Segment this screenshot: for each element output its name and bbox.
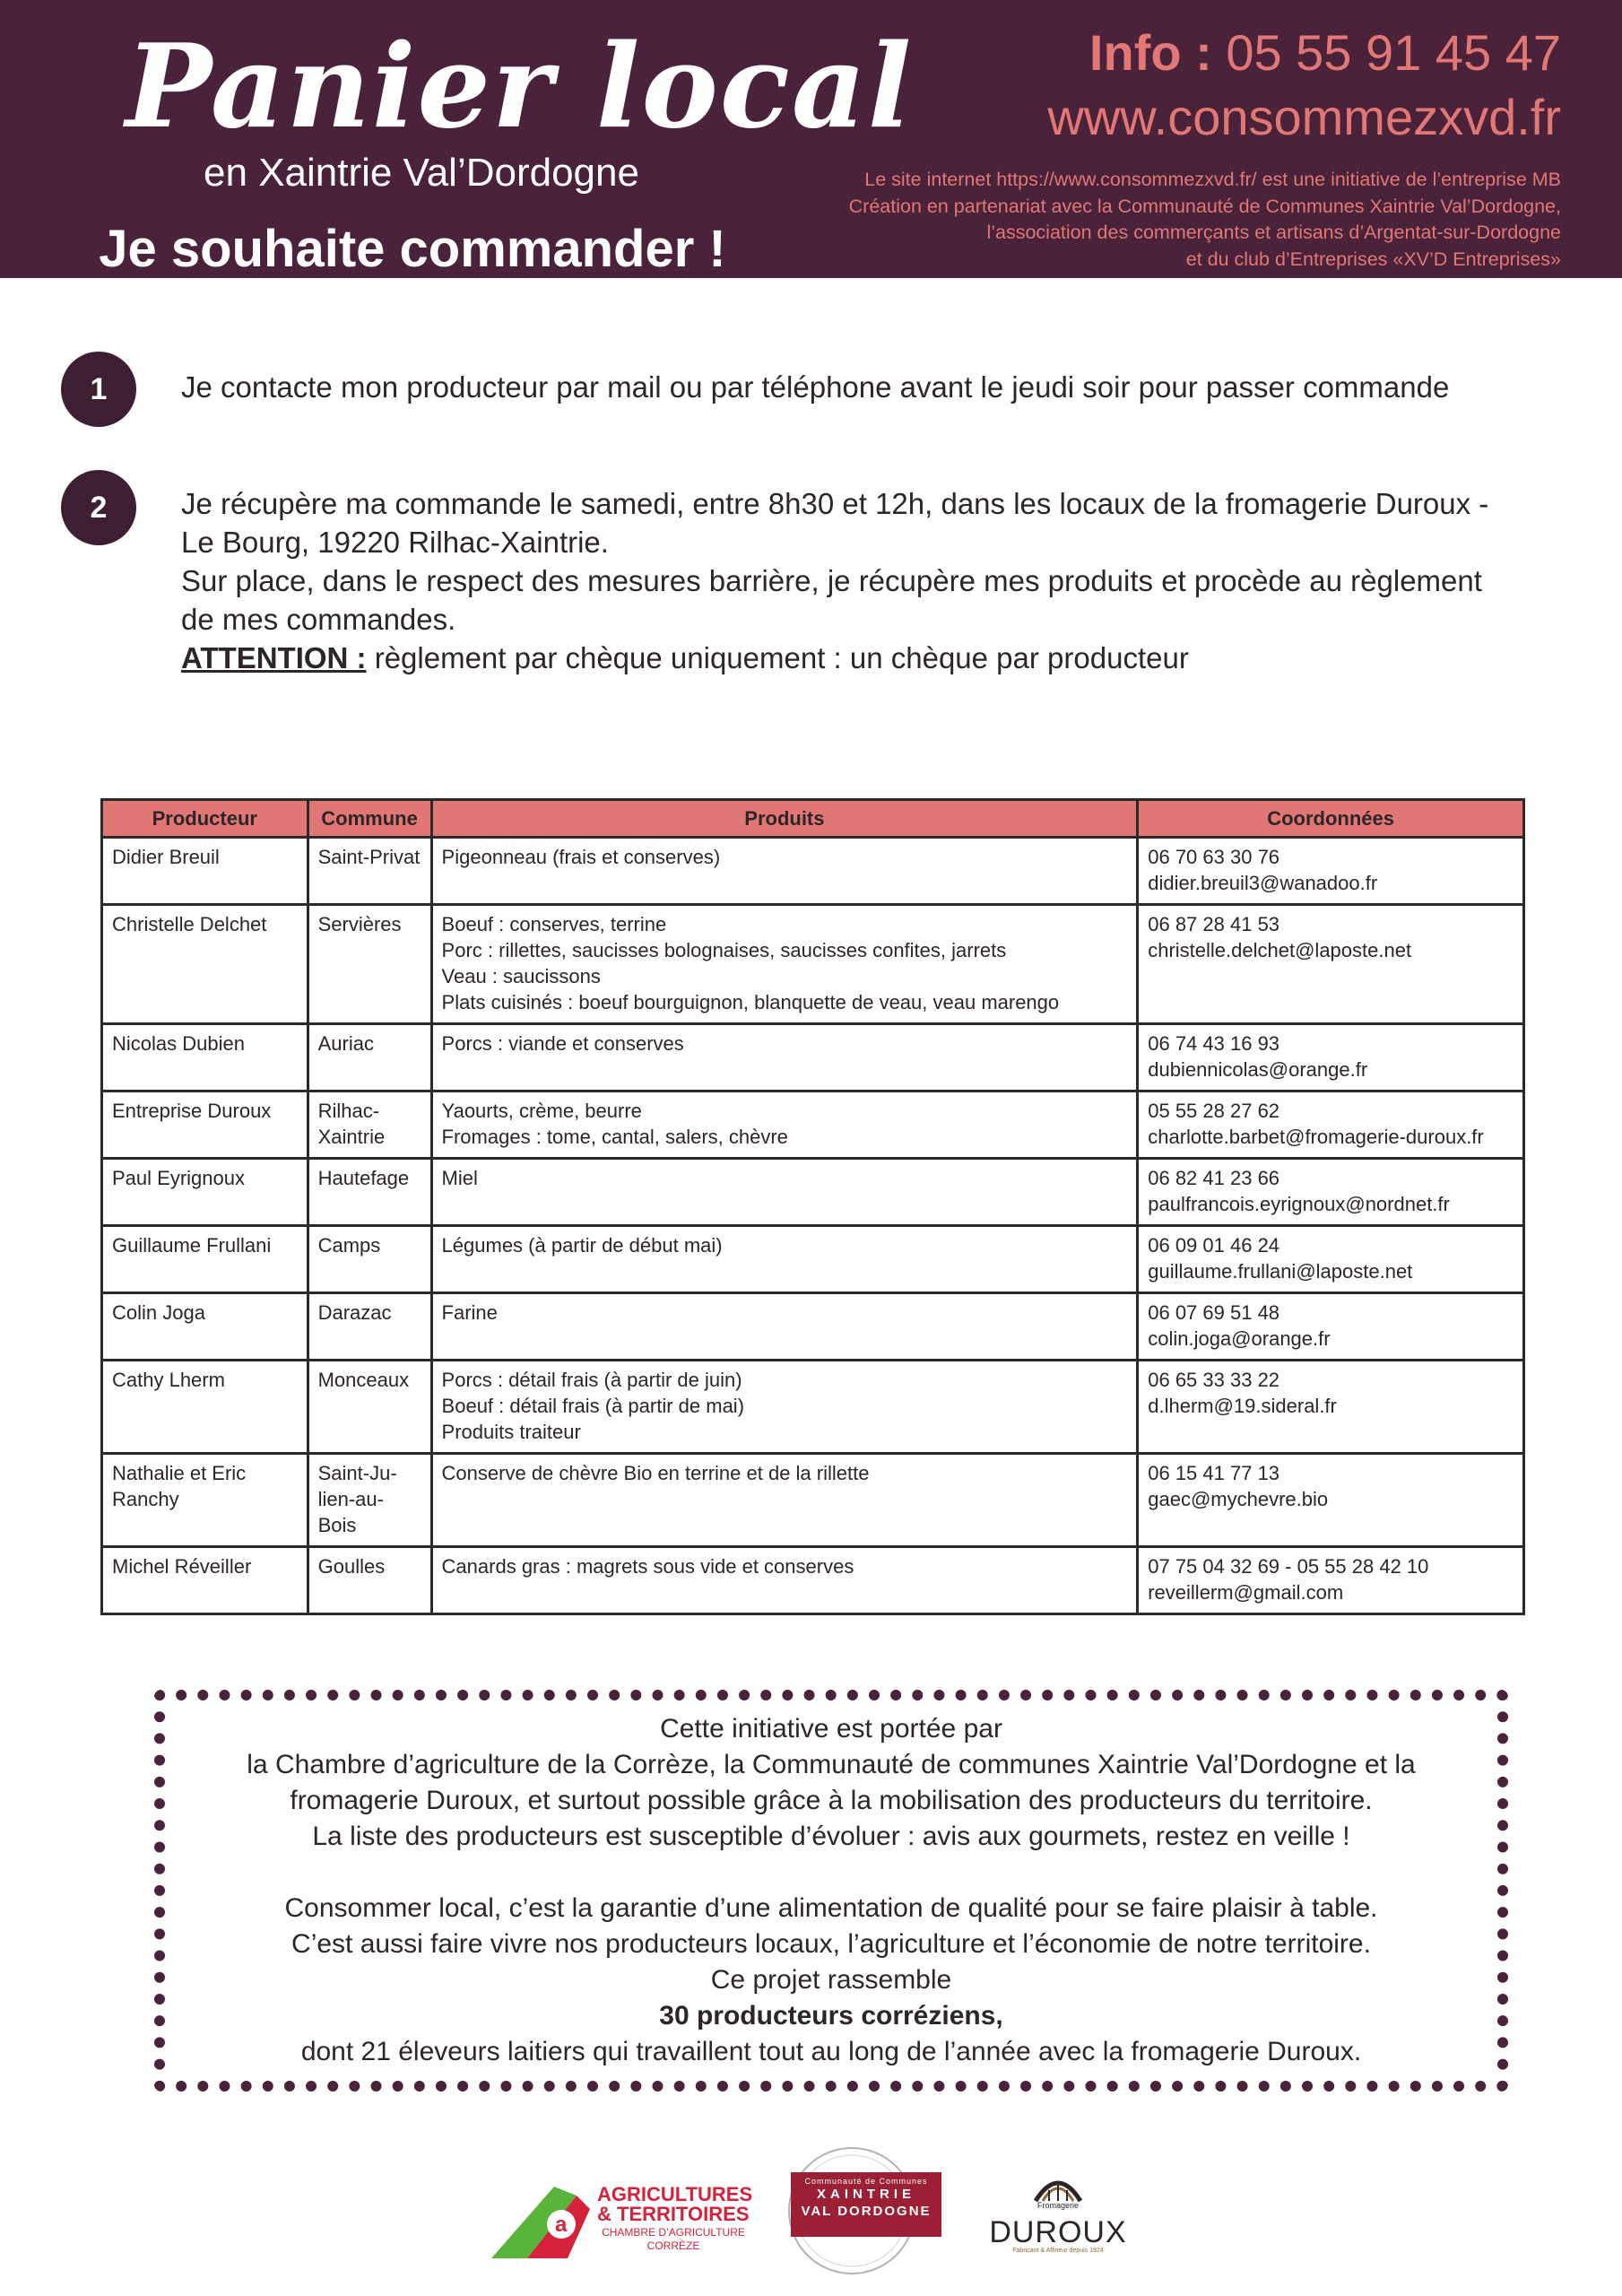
cell-produits xyxy=(431,838,1138,905)
cell-line[interactable]: guillaume.frullani@laposte.net xyxy=(1148,1260,1413,1283)
column-header-produits: Produits xyxy=(431,800,1138,838)
cell-coordonnees xyxy=(1138,838,1524,905)
table-body xyxy=(102,838,1524,1614)
cell-producteur xyxy=(102,1024,308,1091)
cell-producteur xyxy=(102,1226,308,1293)
xvd-badge xyxy=(791,2172,941,2237)
cell-line[interactable]: paulfrancois.eyrignoux@nordnet.fr xyxy=(1148,1193,1450,1215)
cell-producteur xyxy=(102,1454,308,1547)
cell-line: Christelle Delchet xyxy=(112,913,267,935)
cell-line[interactable]: 06 87 28 41 53 xyxy=(1148,913,1280,935)
cell-line[interactable]: dubiennicolas@orange.fr xyxy=(1148,1058,1368,1081)
cell-produits xyxy=(431,1293,1138,1361)
cell-line[interactable]: reveillerm@gmail.com xyxy=(1148,1581,1344,1604)
cell-line: lien-au- xyxy=(317,1488,384,1510)
cell-commune xyxy=(308,1454,431,1547)
attention-text: règlement par chèque uniquement : un chèque par producteur xyxy=(366,641,1189,674)
agricultures-territoires-logo xyxy=(491,2169,753,2267)
xvd-line: VAL DORDOGNE xyxy=(801,2204,932,2219)
cell-produits xyxy=(431,1454,1138,1547)
initiative-line: C’est aussi faire vivre nos producteurs locaux, l’agriculture et l’économie de notre territoire. xyxy=(291,1929,1371,1959)
cell-line: Didier Breuil xyxy=(112,846,220,868)
cell-line[interactable]: charlotte.barbet@fromagerie-duroux.fr xyxy=(1148,1126,1484,1148)
cell-line[interactable]: d.lherm@19.sideral.fr xyxy=(1148,1395,1337,1417)
paragraph-gap xyxy=(154,1855,1508,1891)
agri-sub-line: CHAMBRE D’AGRICULTURE xyxy=(602,2226,745,2239)
xvd-line: XAINTRIE xyxy=(816,2187,915,2202)
table-row xyxy=(102,1293,1524,1361)
cell-line: Conserve de chèvre Bio en terrine et de la rillette xyxy=(441,1462,870,1484)
cell-line: Farine xyxy=(441,1301,498,1324)
initiative-line: fromagerie Duroux, et surtout possible grâce à la mobilisation des producteurs du territoire. xyxy=(290,1786,1373,1815)
cell-line: Canards gras : magrets sous vide et conserves xyxy=(441,1555,854,1578)
cell-line[interactable]: colin.joga@orange.fr xyxy=(1148,1327,1331,1350)
highlight-prefix: Ce projet rassemble xyxy=(710,1965,952,1995)
cell-line: Guillaume Frullani xyxy=(112,1234,272,1257)
table-row xyxy=(102,838,1524,905)
table-row xyxy=(102,1159,1524,1226)
initiative-line: Consommer local, c’est la garantie d’une alimentation de qualité pour se faire plaisir à table. xyxy=(284,1893,1378,1923)
info-label: Info : xyxy=(1089,24,1212,81)
cell-commune xyxy=(308,1159,431,1226)
cell-commune xyxy=(308,905,431,1024)
cell-line: Colin Joga xyxy=(112,1301,205,1324)
cell-line: Veau : saucissons xyxy=(441,965,601,987)
cell-line[interactable]: 06 15 41 77 13 xyxy=(1148,1462,1280,1484)
attention-label: ATTENTION : xyxy=(181,641,367,674)
cell-coordonnees xyxy=(1138,1454,1524,1547)
cell-commune xyxy=(308,1293,431,1361)
cheese-cellar-arch-icon xyxy=(986,2165,1130,2205)
producers-table xyxy=(100,798,1525,1615)
table-row xyxy=(102,1024,1524,1091)
cell-line: Légumes (à partir de début mai) xyxy=(441,1234,723,1257)
cell-line: Fromages : tome, cantal, salers, chèvre xyxy=(441,1126,788,1148)
cell-produits xyxy=(431,1024,1138,1091)
cell-line[interactable]: 06 65 33 33 22 xyxy=(1148,1369,1280,1391)
step-line: Je récupère ma commande le samedi, entre 8h30 et 12h, dans les locaux de la fromagerie Duroux - xyxy=(181,487,1489,520)
cell-line: Darazac xyxy=(317,1301,392,1324)
cell-coordonnees xyxy=(1138,1226,1524,1293)
cell-commune xyxy=(308,1361,431,1454)
table-row xyxy=(102,905,1524,1024)
step-line: Je contacte mon producteur par mail ou par téléphone avant le jeudi soir pour passer commande xyxy=(181,370,1450,404)
table-row xyxy=(102,1361,1524,1454)
cell-line: Plats cuisinés : boeuf bourguignon, blanquette de veau, veau marengo xyxy=(441,991,1060,1013)
attention-line xyxy=(181,639,1544,677)
cell-line[interactable]: 06 74 43 16 93 xyxy=(1148,1032,1280,1055)
agri-line: & TERRITOIRES xyxy=(597,2203,750,2225)
cell-coordonnees xyxy=(1138,1091,1524,1159)
initiative-line: la Chambre d’agriculture de la Corrèze, la Communauté de communes Xaintrie Val’Dordogne et la xyxy=(247,1750,1416,1779)
cell-line[interactable]: gaec@mychevre.bio xyxy=(1148,1488,1329,1510)
table-row xyxy=(102,1547,1524,1614)
cell-producteur xyxy=(102,1159,308,1226)
step-line: Le Bourg, 19220 Rilhac-Xaintrie. xyxy=(181,526,609,559)
highlight-line xyxy=(154,1962,1508,2034)
cell-commune xyxy=(308,1226,431,1293)
cell-line: Boeuf : conserves, terrine xyxy=(441,913,667,935)
cell-coordonnees xyxy=(1138,1024,1524,1091)
highlight-bold: 30 producteurs corréziens, xyxy=(659,2001,1003,2031)
step-1-text xyxy=(181,368,1544,406)
cell-producteur xyxy=(102,1361,308,1454)
cell-line: Paul Eyrignoux xyxy=(112,1167,245,1189)
column-header-commune: Commune xyxy=(308,800,431,838)
header-note-line: Le site internet https://www.consommezxvd.fr/ est une initiative de l’entreprise MB xyxy=(864,169,1561,190)
cell-line: Porcs : détail frais (à partir de juin) xyxy=(441,1369,742,1391)
cell-commune xyxy=(308,1024,431,1091)
cell-line: Cathy Lherm xyxy=(112,1369,225,1391)
header-note-line: l’association des commerçants et artisans d’Argentat-sur-Dordogne xyxy=(986,222,1561,243)
header-note-line: Création en partenariat avec la Communauté de Communes Xaintrie Val’Dordogne, xyxy=(848,195,1561,217)
cell-produits xyxy=(431,1361,1138,1454)
cell-line[interactable]: 06 07 69 51 48 xyxy=(1148,1301,1280,1324)
cell-line: Ranchy xyxy=(112,1488,179,1510)
order-heading: Je souhaite commander ! xyxy=(99,220,726,278)
agri-subtitle xyxy=(597,2226,750,2253)
cell-coordonnees xyxy=(1138,1361,1524,1454)
cell-line: Hautefage xyxy=(317,1167,410,1189)
step-line: Sur place, dans le respect des mesures barrière, je récupère mes produits et procède au règlement xyxy=(181,564,1482,597)
cell-line: Camps xyxy=(317,1234,381,1257)
cell-produits xyxy=(431,905,1138,1024)
table-row xyxy=(102,1454,1524,1547)
website-link[interactable]: www.consommezxvd.fr xyxy=(1047,89,1561,145)
header-banner xyxy=(0,0,1622,278)
cell-producteur xyxy=(102,1547,308,1614)
cell-producteur xyxy=(102,1293,308,1361)
cell-line: Entreprise Duroux xyxy=(112,1100,272,1122)
cell-line: Pigeonneau (frais et conserves) xyxy=(441,846,721,868)
cell-line[interactable]: christelle.delchet@laposte.net xyxy=(1148,939,1412,961)
agri-emblem-icon xyxy=(491,2169,599,2267)
cell-produits xyxy=(431,1547,1138,1614)
cell-commune xyxy=(308,1091,431,1159)
cell-line: Servières xyxy=(317,913,402,935)
cell-producteur xyxy=(102,1091,308,1159)
cell-line[interactable]: 05 55 28 27 62 xyxy=(1148,1100,1280,1122)
column-header-producteur: Producteur xyxy=(102,800,308,838)
cell-line: Monceaux xyxy=(317,1369,410,1391)
cell-coordonnees xyxy=(1138,1159,1524,1226)
info-phone[interactable]: 05 55 91 45 47 xyxy=(1226,24,1561,81)
cell-line: Michel Réveiller xyxy=(112,1555,252,1578)
brand-title: Panier local xyxy=(126,20,914,154)
header-note-line: et du club d’Entreprises «XV’D Entreprises» xyxy=(1185,248,1561,270)
agri-name xyxy=(597,2183,753,2225)
step-2-badge: 2 xyxy=(61,470,136,545)
table-row xyxy=(102,1091,1524,1159)
header-note xyxy=(754,167,1561,273)
cell-line: Boeuf : détail frais (à partir de mai) xyxy=(441,1395,745,1417)
cell-line: Bois xyxy=(317,1514,357,1536)
cell-producteur xyxy=(102,905,308,1024)
initiative-line: La liste des producteurs est susceptible d’évoluer : avis aux gourmets, restez en veille ! xyxy=(312,1822,1350,1851)
cell-commune xyxy=(308,838,431,905)
duroux-top-text: Fromagerie xyxy=(1037,2201,1079,2210)
cell-line: Porc : rillettes, saucisses bolognaises, saucisses confites, jarrets xyxy=(441,939,1007,961)
cell-coordonnees xyxy=(1138,1547,1524,1614)
column-header-coordonnees: Coordonnées xyxy=(1138,800,1524,838)
step-1-badge: 1 xyxy=(61,352,136,427)
cell-line: Yaourts, crème, beurre xyxy=(441,1100,642,1122)
cell-line: Miel xyxy=(441,1167,478,1189)
cell-line[interactable]: 06 82 41 23 66 xyxy=(1148,1167,1280,1189)
duroux-tagline: Fabricant & Affineur depuis 1924 xyxy=(1012,2248,1104,2254)
step-line: de mes commandes. xyxy=(181,603,456,636)
table-row xyxy=(102,1226,1524,1293)
cell-line: Saint-Ju- xyxy=(317,1462,397,1484)
agri-line: AGRICULTURES xyxy=(597,2183,753,2205)
cell-line: Rilhac- xyxy=(317,1100,380,1122)
initiative-line: dont 21 éleveurs laitiers qui travaillent tout au long de l’année avec la fromagerie Duroux. xyxy=(300,2037,1362,2066)
duroux-name: DUROUX xyxy=(989,2215,1127,2249)
svg-text:a: a xyxy=(555,2213,568,2237)
agri-sub-line: CORRÈZE xyxy=(646,2239,700,2252)
cell-line: Produits traiteur xyxy=(441,1421,581,1443)
cell-line: Auriac xyxy=(317,1032,374,1055)
info-phone-line xyxy=(1089,23,1561,82)
initiative-text xyxy=(154,1711,1508,2070)
table-header-row xyxy=(102,800,1524,838)
cell-line[interactable]: 06 70 63 30 76 xyxy=(1148,846,1280,868)
cell-line[interactable]: 06 09 01 46 24 xyxy=(1148,1234,1280,1257)
cell-line: Xaintrie xyxy=(317,1126,386,1148)
xaintrie-val-dordogne-logo xyxy=(764,2144,940,2278)
cell-line: Porcs : viande et conserves xyxy=(441,1032,684,1055)
cell-produits xyxy=(431,1159,1138,1226)
step-2-text xyxy=(181,484,1544,677)
brand-subtitle: en Xaintrie Val’Dordogne xyxy=(204,151,639,195)
xvd-small-text: Communauté de Communes xyxy=(804,2177,928,2186)
cell-produits xyxy=(431,1226,1138,1293)
fromagerie-duroux-logo xyxy=(986,2165,1130,2264)
cell-line: Goulles xyxy=(317,1555,386,1578)
cell-line: Nathalie et Eric xyxy=(112,1462,247,1484)
cell-line[interactable]: 07 75 04 32 69 - 05 55 28 42 10 xyxy=(1148,1555,1429,1578)
cell-commune xyxy=(308,1547,431,1614)
cell-coordonnees xyxy=(1138,1293,1524,1361)
cell-produits xyxy=(431,1091,1138,1159)
initiative-line: Cette initiative est portée par xyxy=(660,1714,1002,1744)
cell-line: Saint-Privat xyxy=(317,846,421,868)
cell-coordonnees xyxy=(1138,905,1524,1024)
cell-line[interactable]: didier.breuil3@wanadoo.fr xyxy=(1148,872,1378,894)
cell-producteur xyxy=(102,838,308,905)
cell-line: Nicolas Dubien xyxy=(112,1032,245,1055)
